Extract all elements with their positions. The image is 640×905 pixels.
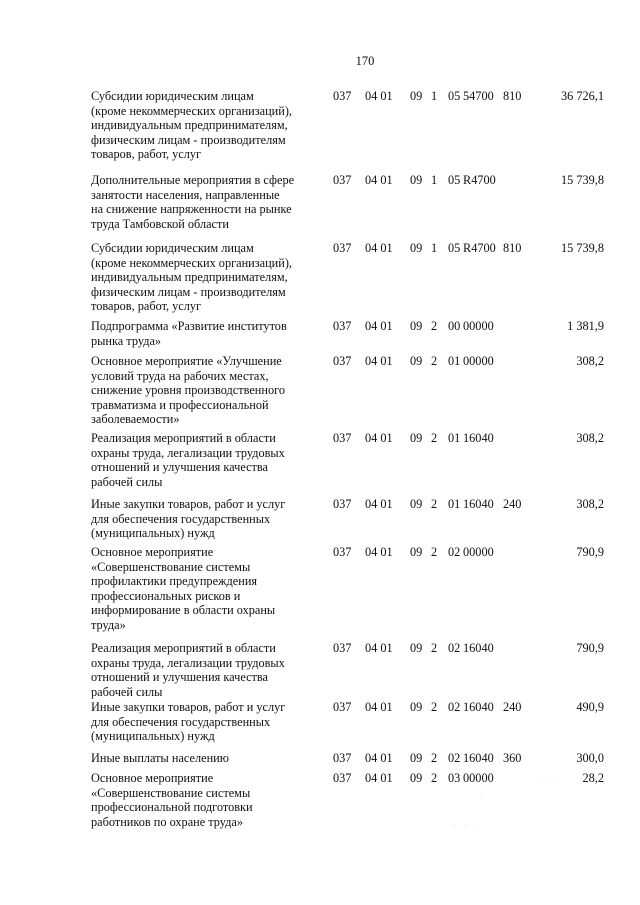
section-code: 04 01: [365, 771, 393, 785]
row-name: Реализация мероприятий в области охраны труда, легализации трудовых отношений и улучшения качества рабочей силы: [91, 641, 285, 699]
section-code: 04 01: [365, 700, 393, 714]
table-row: [0, 241, 640, 319]
subprogram-code: 1: [431, 89, 438, 103]
direction-code: 16040: [463, 751, 494, 765]
section-code: 04 01: [365, 241, 393, 255]
subprogram-code: 2: [431, 354, 438, 368]
program-code: 09: [410, 545, 423, 559]
section-code: 04 01: [365, 431, 393, 445]
section-code: 04 01: [365, 173, 393, 187]
row-name: Подпрограмма «Развитие институтов рынка труда»: [91, 319, 287, 348]
ministry-code: 037: [333, 241, 352, 255]
direction-code: 00000: [463, 319, 494, 333]
row-name: Реализация мероприятий в области охраны труда, легализации трудовых отношений и улучшения качества рабочей силы: [91, 431, 285, 489]
amount: 300,0: [576, 751, 604, 765]
subprogram-code: 2: [431, 319, 438, 333]
direction-code: 16040: [463, 641, 494, 655]
subprogram-code: 2: [431, 751, 438, 765]
section-code: 04 01: [365, 545, 393, 559]
subprogram-code: 2: [431, 700, 438, 714]
page-number: 170: [355, 54, 375, 68]
ministry-code: 037: [333, 771, 352, 785]
expense-type-code: 810: [503, 89, 522, 103]
ministry-code: 037: [333, 319, 352, 333]
main-activity-code: 05: [448, 241, 461, 255]
subprogram-code: 1: [431, 173, 438, 187]
ministry-code: 037: [333, 173, 352, 187]
subprogram-code: 2: [431, 497, 438, 511]
row-name: Иные закупки товаров, работ и услуг для обеспечения государственных (муниципальных) нужд: [91, 497, 286, 541]
table-row: [0, 89, 640, 173]
budget-table: [0, 89, 640, 835]
section-code: 04 01: [365, 319, 393, 333]
row-name: Основное мероприятие «Совершенствование системы профессиональной подготовки работников по охране труда»: [91, 771, 253, 829]
amount: 308,2: [576, 354, 604, 368]
section-code: 04 01: [365, 89, 393, 103]
amount: 1 381,9: [567, 319, 604, 333]
ministry-code: 037: [333, 89, 352, 103]
ministry-code: 037: [333, 545, 352, 559]
scan-noise: . . .: [455, 822, 478, 828]
section-code: 04 01: [365, 497, 393, 511]
subprogram-code: 2: [431, 545, 438, 559]
ministry-code: 037: [333, 751, 352, 765]
program-code: 09: [410, 319, 423, 333]
row-name: Дополнительные мероприятия в сфере занятости населения, направленные на снижение напряженности на рынке труда Тамбовской области: [91, 173, 295, 231]
program-code: 09: [410, 641, 423, 655]
main-activity-code: 00: [448, 319, 461, 333]
table-row: [0, 751, 640, 771]
expense-type-code: 240: [503, 700, 522, 714]
direction-code: R4700: [463, 173, 496, 187]
amount: 28,2: [582, 771, 604, 785]
direction-code: 16040: [463, 497, 494, 511]
program-code: 09: [410, 700, 423, 714]
ministry-code: 037: [333, 497, 352, 511]
main-activity-code: 01: [448, 431, 461, 445]
main-activity-code: 05: [448, 173, 461, 187]
main-activity-code: 02: [448, 545, 461, 559]
ministry-code: 037: [333, 354, 352, 368]
section-code: 04 01: [365, 641, 393, 655]
subprogram-code: 1: [431, 241, 438, 255]
direction-code: 54700: [463, 89, 494, 103]
table-row: [0, 641, 640, 700]
program-code: 09: [410, 89, 423, 103]
program-code: 09: [410, 354, 423, 368]
amount: 790,9: [576, 545, 604, 559]
main-activity-code: 03: [448, 771, 461, 785]
section-code: 04 01: [365, 751, 393, 765]
table-row: [0, 700, 640, 751]
row-name: Основное мероприятие «Улучшение условий труда на рабочих местах, снижение уровня производственного травматизма и профессиональной заболеваемости»: [91, 354, 285, 427]
row-name: Субсидии юридическим лицам (кроме некоммерческих организаций), индивидуальным предпринимателям, физическим лицам - производителям товаров, работ, услуг: [91, 241, 292, 314]
subprogram-code: 2: [431, 431, 438, 445]
direction-code: 16040: [463, 700, 494, 714]
amount: 15 739,8: [560, 173, 604, 187]
table-row: [0, 173, 640, 241]
row-name: Иные выплаты населению: [91, 751, 229, 765]
table-row: [0, 431, 640, 497]
main-activity-code: 01: [448, 354, 461, 368]
row-name: Основное мероприятие «Совершенствование системы профилактики предупреждения профессиональных рисков и информирование в области охраны труда»: [91, 545, 276, 632]
amount: 15 739,8: [560, 241, 604, 255]
program-code: 09: [410, 497, 423, 511]
row-name: Субсидии юридическим лицам (кроме некоммерческих организаций), индивидуальным предпринимателям, физическим лицам - производителям товаров, работ, услуг: [91, 89, 292, 162]
main-activity-code: 02: [448, 700, 461, 714]
direction-code: 00000: [463, 545, 494, 559]
subprogram-code: 2: [431, 641, 438, 655]
direction-code: 00000: [463, 354, 494, 368]
main-activity-code: 02: [448, 641, 461, 655]
program-code: 09: [410, 241, 423, 255]
table-row: [0, 497, 640, 545]
direction-code: 16040: [463, 431, 494, 445]
table-row: [0, 319, 640, 354]
direction-code: R4700: [463, 241, 496, 255]
expense-type-code: 240: [503, 497, 522, 511]
amount: 790,9: [576, 641, 604, 655]
amount: 36 726,1: [560, 89, 604, 103]
expense-type-code: 360: [503, 751, 522, 765]
scan-noise: .: [480, 792, 485, 798]
table-row: [0, 354, 640, 431]
amount: 308,2: [576, 431, 604, 445]
section-code: 04 01: [365, 354, 393, 368]
main-activity-code: 01: [448, 497, 461, 511]
amount: 308,2: [576, 497, 604, 511]
main-activity-code: 05: [448, 89, 461, 103]
ministry-code: 037: [333, 700, 352, 714]
subprogram-code: 2: [431, 771, 438, 785]
program-code: 09: [410, 771, 423, 785]
amount: 490,9: [576, 700, 604, 714]
row-name: Иные закупки товаров, работ и услуг для обеспечения государственных (муниципальных) нужд: [91, 700, 286, 744]
program-code: 09: [410, 431, 423, 445]
program-code: 09: [410, 173, 423, 187]
main-activity-code: 02: [448, 751, 461, 765]
scan-noise: . . .: [538, 776, 561, 782]
ministry-code: 037: [333, 641, 352, 655]
expense-type-code: 810: [503, 241, 522, 255]
ministry-code: 037: [333, 431, 352, 445]
direction-code: 00000: [463, 771, 494, 785]
table-row: [0, 545, 640, 641]
program-code: 09: [410, 751, 423, 765]
